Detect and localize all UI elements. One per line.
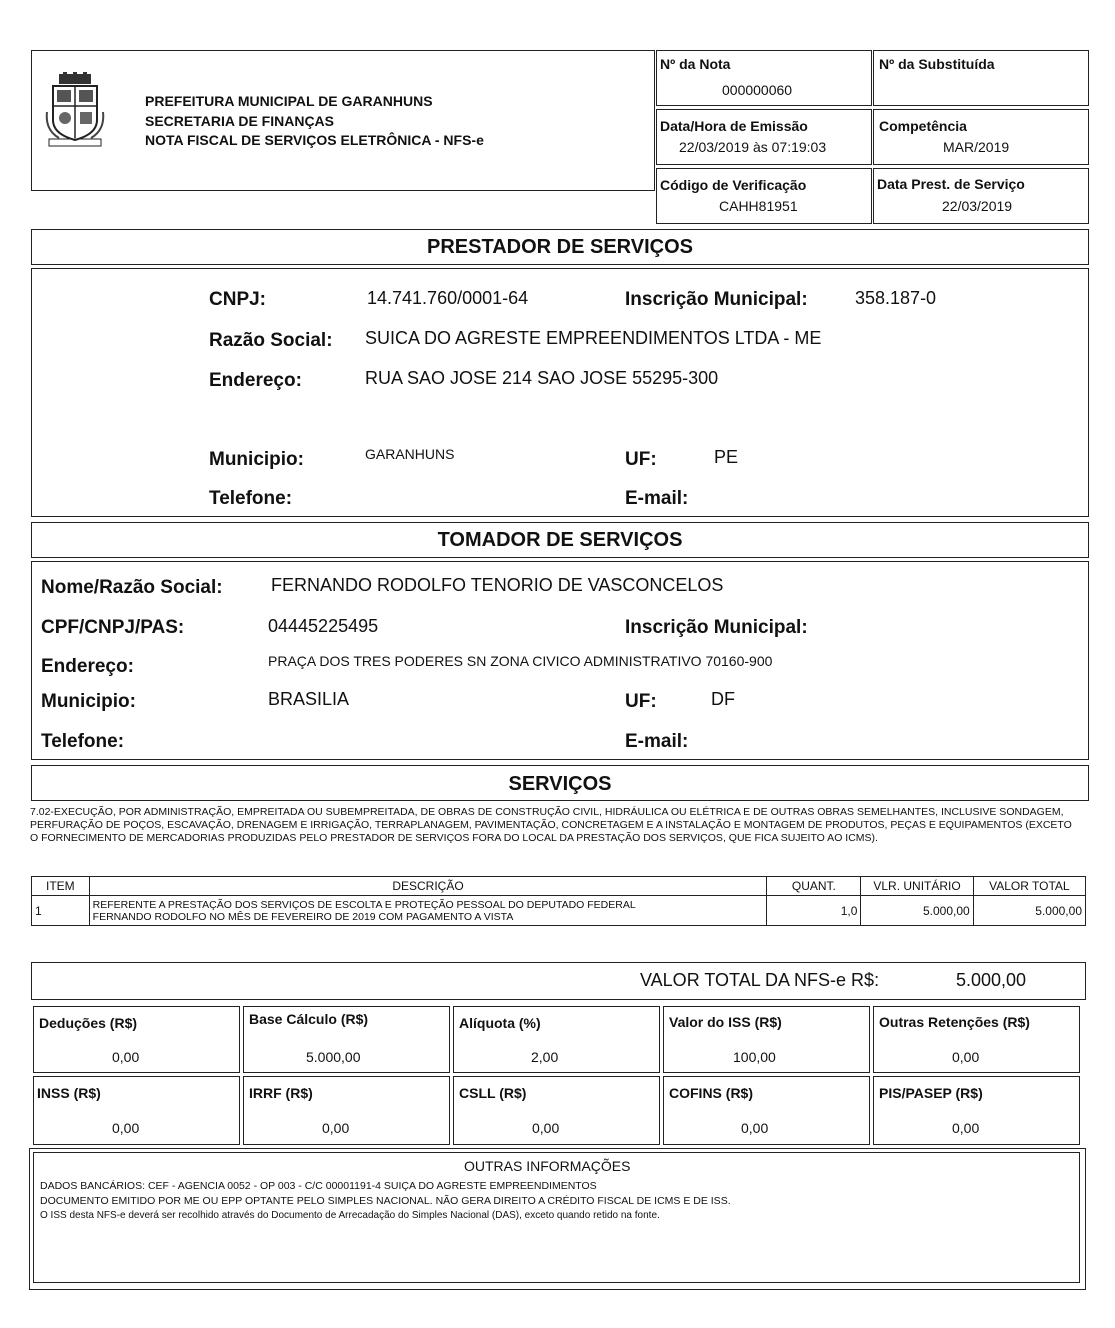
tomador-nome-label: Nome/Razão Social: xyxy=(41,577,223,598)
header-box xyxy=(31,50,655,191)
prestador-municipio-label: Municipio: xyxy=(209,449,304,470)
outras-retencoes-value: 0,00 xyxy=(952,1049,980,1065)
outras-info-line3: O ISS desta NFS-e deverá ser recolhido através do Documento de Arrecadação do Simples Nacional (DAS), exceto quando retido na fonte. xyxy=(40,1210,660,1221)
tomador-im-label: Inscrição Municipal: xyxy=(625,617,808,638)
verificacao-value: CAHH81951 xyxy=(719,198,798,214)
prestador-telefone-label: Telefone: xyxy=(209,488,293,509)
inss-value: 0,00 xyxy=(112,1120,140,1136)
csll-label: CSLL (R$) xyxy=(459,1085,527,1101)
outras-info-line1: DADOS BANCÁRIOS: CEF - AGENCIA 0052 - OP 003 - C/C 00001191-4 SUIÇA DO AGRESTE EMPREENDIMENTOS xyxy=(40,1180,597,1192)
servicos-title: SERVIÇOS xyxy=(508,773,612,795)
prestador-endereco-value: RUA SAO JOSE 214 SAO JOSE 55295-300 xyxy=(365,368,719,388)
cofins-value: 0,00 xyxy=(741,1120,769,1136)
emissao-label: Data/Hora de Emissão xyxy=(660,118,808,134)
prestador-municipio-value: GARANHUNS xyxy=(365,446,455,462)
prestador-im-label: Inscrição Municipal: xyxy=(625,289,808,310)
tomador-cpf-value: 04445225495 xyxy=(268,616,379,636)
irrf-label: IRRF (R$) xyxy=(249,1085,313,1101)
outras-retencoes-label: Outras Retenções (R$) xyxy=(879,1014,1030,1030)
iss-value: 100,00 xyxy=(733,1049,776,1065)
tomador-municipio-value: BRASILIA xyxy=(268,689,350,709)
numero-nota-value: 000000060 xyxy=(722,82,793,98)
col-quant-header: QUANT. xyxy=(767,877,861,896)
base-value: 5.000,00 xyxy=(306,1049,361,1065)
prestador-email-label: E-mail: xyxy=(625,488,689,509)
col-item-header: ITEM xyxy=(32,877,90,896)
servicos-descricao-geral: 7.02-EXECUÇÃO, POR ADMINISTRAÇÃO, EMPREITADA OU SUBEMPREITADA, DE OBRAS DE CONSTRUÇÃO CIVIL, HIDRÁULICA OU ELÉTRICA E DE OUTRAS OBRAS SEMELHANTES, INCLUSIVE SONDAGEM, PERFURAÇÃO DE POÇOS, ESCAVAÇÃO, DRENAGEM E IRRIGAÇÃO, TERRAPLANAGEM, PAVIMENTAÇÃO, CONCRETAGEM E A INSTALAÇÃO E MONTAGEM DE PRODUTOS, PEÇAS E EQUIPAMENTOS (EXCETO O FORNECIMENTO DE MERCADORIAS PRODUZIDAS PELO PRESTADOR DE SERVIÇOS FORA DO LOCAL DA PRESTAÇÃO DOS SERVIÇOS, QUE FICA SUJEITO AO ICMS). xyxy=(30,806,1072,844)
header-line-2: SECRETARIA DE FINANÇAS xyxy=(145,113,335,129)
tomador-uf-value: DF xyxy=(711,689,735,709)
prestador-uf-label: UF: xyxy=(625,449,657,470)
deducoes-label: Deduções (R$) xyxy=(39,1015,138,1031)
prestador-cnpj-value: 14.741.760/0001-64 xyxy=(367,288,529,308)
verificacao-label: Código de Verificação xyxy=(660,177,807,193)
prestacao-label: Data Prest. de Serviço xyxy=(877,176,1025,192)
table-row xyxy=(32,896,1086,926)
prestador-endereco-label: Endereço: xyxy=(209,370,302,391)
iss-label: Valor do ISS (R$) xyxy=(669,1014,782,1030)
competencia-label: Competência xyxy=(879,118,967,134)
tomador-endereco-value: PRAÇA DOS TRES PODERES SN ZONA CIVICO ADMINISTRATIVO 70160-900 xyxy=(268,653,773,669)
numero-nota-label: Nº da Nota xyxy=(660,56,731,72)
item-desc-line2: FERNANDO RODOLFO NO MÊS DE FEVEREIRO DE 2019 COM PAGAMENTO A VISTA xyxy=(92,910,514,923)
base-label: Base Cálculo (R$) xyxy=(249,1011,369,1027)
valor-total-value: 5.000,00 xyxy=(956,970,1027,990)
prestador-razao-label: Razão Social: xyxy=(209,330,333,351)
tomador-cpf-label: CPF/CNPJ/PAS: xyxy=(41,617,185,638)
item-total: 5.000,00 xyxy=(973,896,1085,926)
col-unit-header: VLR. UNITÁRIO xyxy=(861,877,973,896)
col-descricao-header: DESCRIÇÃO xyxy=(89,877,767,896)
servicos-table xyxy=(31,876,1086,926)
valor-total-box xyxy=(31,962,1086,1000)
outras-info-title: OUTRAS INFORMAÇÕES xyxy=(464,1158,631,1174)
tomador-municipio-label: Municipio: xyxy=(41,691,136,712)
aliquota-value: 2,00 xyxy=(531,1049,559,1065)
emissao-value: 22/03/2019 às 07:19:03 xyxy=(679,139,827,155)
item-descricao xyxy=(89,896,767,926)
tomador-endereco-label: Endereço: xyxy=(41,656,134,677)
header-line-1: PREFEITURA MUNICIPAL DE GARANHUNS xyxy=(145,93,433,109)
prestador-uf-value: PE xyxy=(714,447,739,467)
tomador-nome-value: FERNANDO RODOLFO TENORIO DE VASCONCELOS xyxy=(271,575,724,595)
item-quant: 1,0 xyxy=(767,896,861,926)
outras-info-line2: DOCUMENTO EMITIDO POR ME OU EPP OPTANTE PELO SIMPLES NACIONAL. NÃO GERA DIREITO A CRÉDITO FISCAL DE ICMS E DE ISS. xyxy=(40,1195,731,1207)
aliquota-label: Alíquota (%) xyxy=(459,1015,541,1031)
coat-of-arms-logo xyxy=(45,72,105,148)
tomador-title: TOMADOR DE SERVIÇOS xyxy=(437,529,683,551)
inss-label: INSS (R$) xyxy=(37,1085,101,1101)
col-total-header: VALOR TOTAL xyxy=(973,877,1085,896)
pis-label: PIS/PASEP (R$) xyxy=(879,1085,983,1101)
item-desc-line1: REFERENTE A PRESTAÇÃO DOS SERVIÇOS DE ESCOLTA E PROTEÇÃO PESSOAL DO DEPUTADO FEDERAL xyxy=(92,898,636,911)
cofins-label: COFINS (R$) xyxy=(669,1085,753,1101)
substituida-label: Nº da Substituída xyxy=(879,56,995,72)
competencia-value: MAR/2019 xyxy=(943,139,1010,155)
tomador-telefone-label: Telefone: xyxy=(41,731,125,752)
tomador-email-label: E-mail: xyxy=(625,731,689,752)
tomador-uf-label: UF: xyxy=(625,691,657,712)
header-line-3: NOTA FISCAL DE SERVIÇOS ELETRÔNICA - NFS-e xyxy=(145,132,484,148)
prestador-title: PRESTADOR DE SERVIÇOS xyxy=(427,236,693,258)
prestador-cnpj-label: CNPJ: xyxy=(209,289,267,310)
prestador-razao-value: SUICA DO AGRESTE EMPREENDIMENTOS LTDA - ME xyxy=(365,328,822,348)
csll-value: 0,00 xyxy=(532,1120,560,1136)
item-unit: 5.000,00 xyxy=(861,896,973,926)
item-num: 1 xyxy=(32,896,90,926)
prestador-im-value: 358.187-0 xyxy=(855,288,937,308)
valor-total-label: VALOR TOTAL DA NFS-e R$: xyxy=(640,970,880,990)
prestacao-value: 22/03/2019 xyxy=(942,198,1013,214)
pis-value: 0,00 xyxy=(952,1120,980,1136)
deducoes-value: 0,00 xyxy=(112,1049,140,1065)
irrf-value: 0,00 xyxy=(322,1120,350,1136)
